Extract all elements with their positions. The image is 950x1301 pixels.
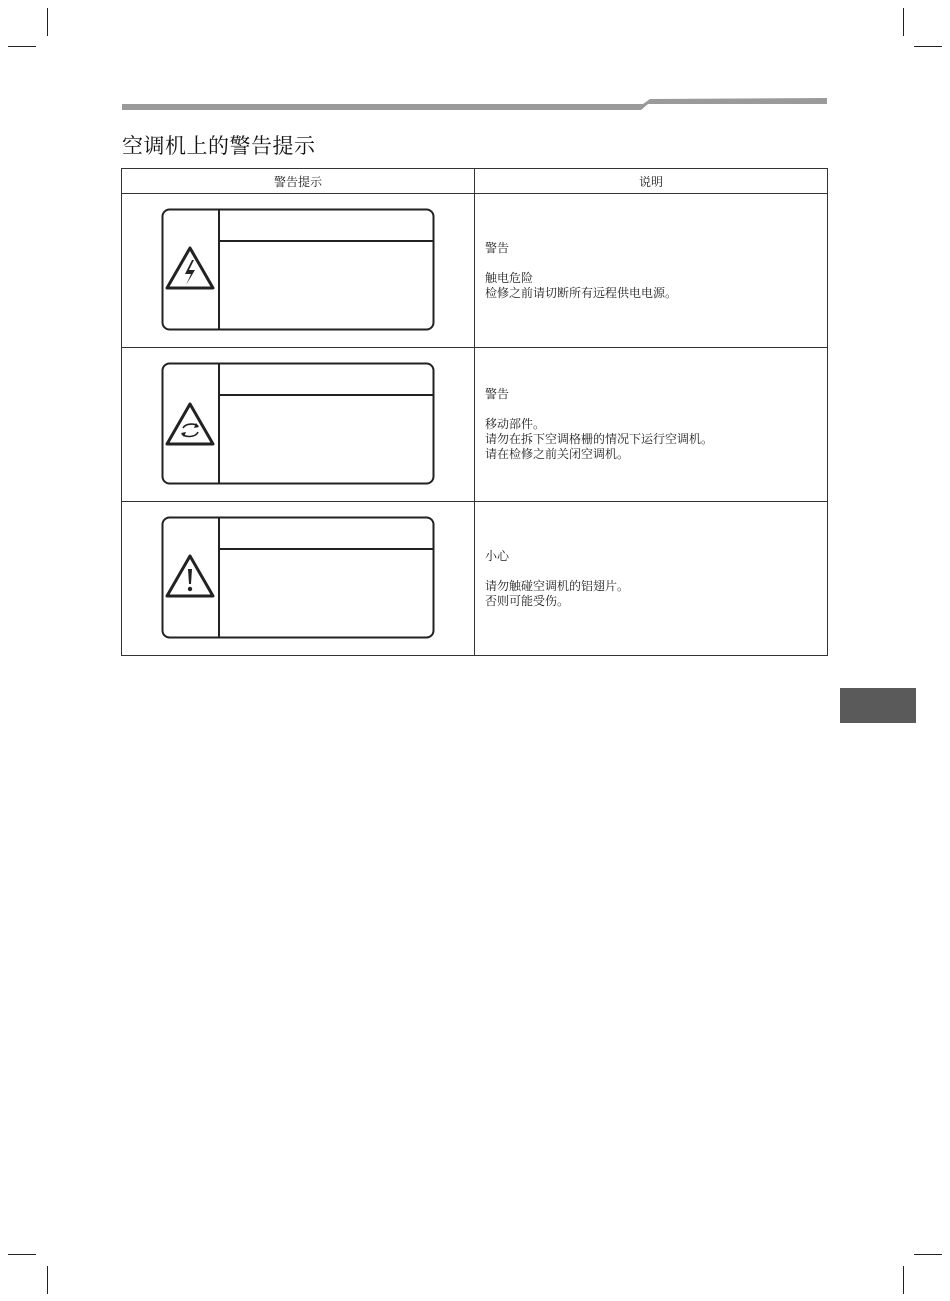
label-cell	[122, 502, 475, 656]
warning-label	[161, 208, 435, 332]
description-line: 检修之前请切断所有远程供电电源。	[485, 285, 678, 300]
description-line: 请勿触碰空调机的铝翅片。	[485, 578, 630, 593]
label-cell	[122, 194, 475, 348]
warning-table	[121, 168, 828, 656]
description-line: 触电危险	[485, 270, 534, 285]
description-line: 否则可能受伤。	[485, 593, 570, 608]
description-cell	[475, 194, 828, 348]
table-header-row	[122, 169, 828, 194]
description-line: 请在检修之前关闭空调机。	[485, 447, 630, 461]
crop-mark	[47, 1266, 48, 1294]
signal-word: 警告	[485, 387, 510, 401]
table-row	[122, 348, 828, 502]
crop-mark	[914, 1254, 942, 1255]
signal-word: 警告	[485, 240, 510, 255]
warning-label	[161, 516, 435, 640]
header-bar	[0, 0, 950, 120]
description-line: 请勿在拆下空调格栅的情况下运行空调机。	[485, 432, 714, 446]
description-cell	[475, 348, 828, 502]
table-row	[122, 502, 828, 656]
column-header-description: 说明	[475, 169, 828, 194]
table-row	[122, 194, 828, 348]
description-cell	[475, 502, 828, 656]
signal-word: 小心	[485, 548, 510, 563]
description-line: 移动部件。	[485, 417, 546, 431]
column-header-label: 警告提示	[122, 169, 475, 194]
label-cell	[122, 348, 475, 502]
side-tab	[840, 688, 916, 723]
page-title: 空调机上的警告提示	[122, 134, 316, 158]
crop-mark	[903, 1266, 904, 1294]
warning-label	[161, 362, 435, 486]
crop-mark	[8, 1254, 36, 1255]
